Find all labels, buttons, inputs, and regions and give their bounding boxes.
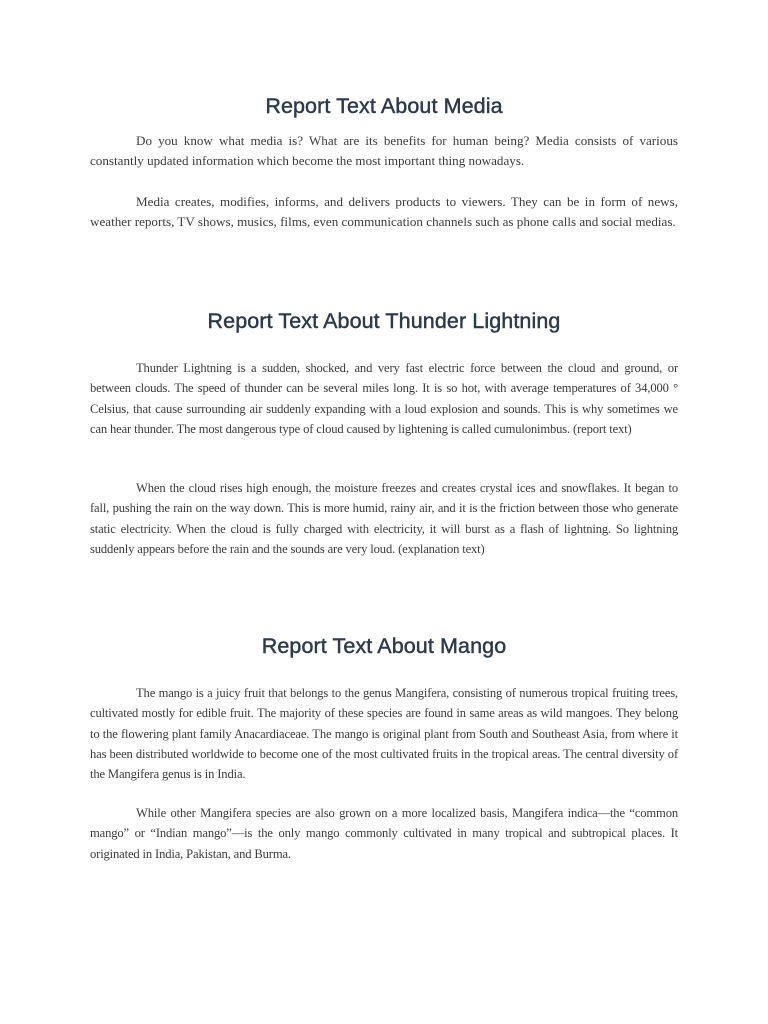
media-section-title: Report Text About Media — [265, 94, 503, 118]
thunder-paragraph-2: When the cloud rises high enough, the moisture freezes and creates crystal ices and snowflakes. It began to fall, pushing the rain on the way down. This is more humid, rainy air, and it is the friction between those who generate static electricity. When the cloud is fully charged with electricity, it will burst as a flash of lightning. So lightning suddenly appears before the rain and the sounds are very loud. (explanation text) — [90, 481, 678, 556]
media-paragraph-2: Media creates, modifies, informs, and delivers products to viewers. They can be in form of news, weather reports, TV shows, musics, films, even communication channels such as phone calls and social medias. — [90, 194, 678, 230]
mango-paragraph-2: While other Mangifera species are also grown on a more localized basis, Mangifera indica—the “common mango” or “Indian mango”—is the only mango commonly cultivated in many tropical and subtropical places. It originated in India, Pakistan, and Burma. — [90, 806, 678, 861]
media-paragraph-1: Do you know what media is? What are its benefits for human being? Media consists of various constantly updated information which become the most important thing nowadays. — [90, 133, 678, 169]
thunder-section-title: Report Text About Thunder Lightning — [207, 309, 561, 333]
thunder-paragraph-1: Thunder Lightning is a sudden, shocked, and very fast electric force between the cloud and ground, or between clouds. The speed of thunder can be several miles long. It is so hot, with average temperatures of 34,000 ° Celsius, that cause surrounding air suddenly expanding with a loud explosion and sounds. This is why sometimes we can hear thunder. The most dangerous type of cloud caused by lightening is called cumulonimbus. (report text) — [90, 361, 678, 436]
mango-paragraph-1: The mango is a juicy fruit that belongs to the genus Mangifera, consisting of numerous tropical fruiting trees, cultivated mostly for edible fruit. The majority of these species are found in same areas as wild mangoes. They belong to the flowering plant family Anacardiaceae. The mango is original plant from South and Southeast Asia, from where it has been distributed worldwide to become one of the most cultivated fruits in the tropical areas. The central diversity of the Mangifera genus is in India. — [90, 686, 678, 782]
mango-section-title: Report Text About Mango — [261, 634, 507, 658]
